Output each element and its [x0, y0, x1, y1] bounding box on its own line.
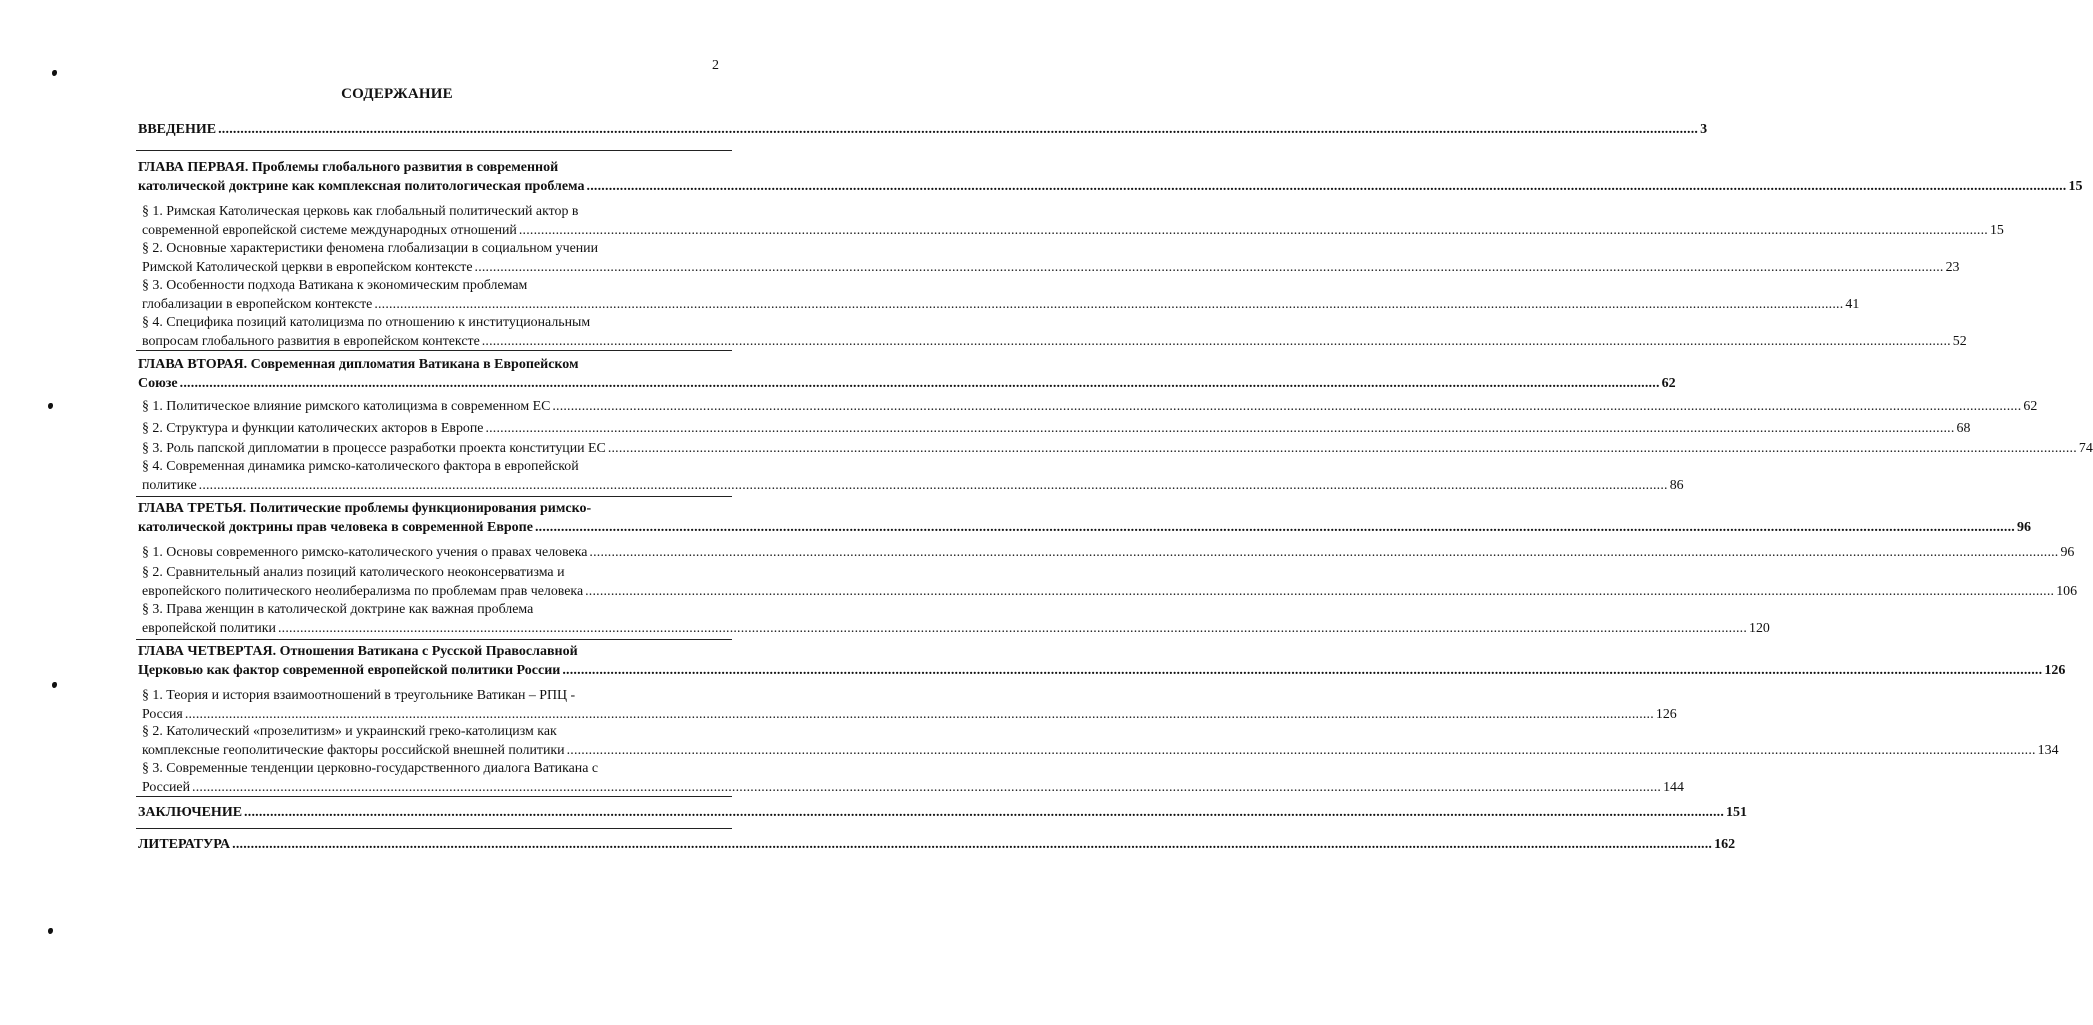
toc-entry-line: Союзе — [138, 375, 178, 391]
toc-entry — [142, 277, 1860, 314]
toc-page-number: 96 — [2016, 519, 2031, 535]
toc-entry — [138, 356, 1676, 393]
toc-entry — [138, 643, 2066, 680]
toc-entry-last-line — [138, 375, 1676, 394]
toc-entry-line: Россия — [142, 706, 183, 722]
toc-entry — [138, 836, 1736, 855]
toc-entry — [138, 804, 1748, 823]
toc-entry-last-line — [142, 742, 2059, 761]
toc-entry-line: католической доктрине как комплексная политологическая проблема — [138, 178, 585, 194]
dot-leader: ................................................................................................................................................................................................................................................................................................................................................................................................................ — [374, 296, 1844, 312]
dot-leader: ................................................................................................................................................................................................................................................................................................................................................................................................................ — [277, 620, 1748, 636]
toc-entry-line: § 3. Права женщин в католической доктрине как важная проблема — [142, 602, 534, 617]
toc-page-number: 3 — [1700, 122, 1708, 137]
page-number: 2 — [712, 58, 719, 73]
toc-entry-line: § 2. Католический «прозелитизм» и украинский греко-католицизм как — [142, 724, 557, 739]
toc-entry — [142, 601, 1770, 638]
toc-entry — [142, 760, 1684, 797]
toc-page-number: 41 — [1845, 296, 1860, 312]
dot-leader: ................................................................................................................................................................................................................................................................................................................................................................................................................ — [607, 441, 2077, 456]
dot-leader: ................................................................................................................................................................................................................................................................................................................................................................................................................ — [566, 742, 2036, 758]
toc-page-number: 96 — [2060, 545, 2075, 560]
scan-speck — [48, 928, 53, 934]
toc-entry-line: Римской Католической церкви в европейском контексте — [142, 259, 473, 275]
toc-entry-last-line — [142, 544, 2075, 563]
toc-title: СОДЕРЖАНИЕ — [341, 86, 453, 102]
toc-page-number: 52 — [1952, 333, 1967, 349]
rule-top — [136, 150, 732, 151]
toc-entry-line: ГЛАВА ВТОРАЯ. Современная дипломатия Ватикана в Европейском — [138, 357, 579, 372]
toc-entry-last-line — [142, 420, 1971, 439]
toc-entry-last-line — [138, 836, 1736, 855]
toc-entry — [138, 500, 2031, 537]
toc-entry-line: вопросам глобального развития в европейском контексте — [142, 333, 480, 349]
toc-entry-line: католической доктрины прав человека в современной Европе — [138, 519, 533, 535]
toc-entry-last-line — [142, 779, 1684, 798]
rule-ch3 — [136, 496, 732, 497]
dot-leader: ................................................................................................................................................................................................................................................................................................................................................................................................................ — [485, 421, 1955, 436]
toc-entry-last-line — [142, 333, 1967, 352]
toc-entry — [138, 121, 1708, 140]
toc-entry-last-line — [142, 620, 1770, 639]
toc-entry-line: ГЛАВА ПЕРВАЯ. Проблемы глобального развития в современной — [138, 160, 559, 175]
toc-entry — [142, 314, 1967, 351]
toc-page-number: 162 — [1714, 837, 1736, 852]
toc-entry-last-line — [142, 583, 2078, 602]
dot-leader: ................................................................................................................................................................................................................................................................................................................................................................................................................ — [518, 222, 1988, 238]
toc-page-number: 120 — [1749, 620, 1770, 636]
rule-ch4 — [136, 639, 732, 640]
toc-page-number: 15 — [2068, 178, 2083, 194]
toc-entry — [142, 240, 1960, 277]
dot-leader: ................................................................................................................................................................................................................................................................................................................................................................................................................ — [184, 706, 1654, 722]
toc-entry-line: § 1. Политическое влияние римского католицизма в современном ЕС — [142, 399, 551, 414]
toc-entry-last-line — [138, 804, 1748, 823]
toc-entry — [138, 159, 2083, 196]
toc-entry — [142, 544, 2075, 563]
dot-leader: ................................................................................................................................................................................................................................................................................................................................................................................................................ — [552, 399, 2022, 414]
toc-entry-line: § 2. Основные характеристики феномена глобализации в социальном учении — [142, 241, 599, 256]
dot-leader: ................................................................................................................................................................................................................................................................................................................................................................................................................ — [179, 375, 1660, 391]
toc-page-number: 23 — [1945, 259, 1960, 275]
toc-page-number: 15 — [1989, 222, 2004, 238]
toc-entry — [142, 458, 1684, 495]
toc-entry — [142, 420, 1971, 439]
dot-leader: ................................................................................................................................................................................................................................................................................................................................................................................................................ — [589, 545, 2059, 560]
toc-entry-line: § 1. Римская Католическая церковь как глобальный политический актор в — [142, 204, 579, 219]
toc-entry-line: ЛИТЕРАТУРА — [138, 837, 231, 852]
dot-leader: ................................................................................................................................................................................................................................................................................................................................................................................................................ — [244, 805, 1725, 820]
toc-entry-line: § 4. Специфика позиций католицизма по отношению к институциональным — [142, 315, 591, 330]
toc-entry-last-line — [142, 259, 1960, 278]
toc-entry-line: § 1. Теория и история взаимоотношений в треугольнике Ватикан – РПЦ - — [142, 688, 576, 703]
dot-leader: ................................................................................................................................................................................................................................................................................................................................................................................................................ — [218, 122, 1699, 137]
toc-entry-line: § 4. Современная динамика римско-католического фактора в европейской — [142, 459, 579, 474]
toc-entry-line: глобализации в европейском контексте — [142, 296, 373, 312]
toc-entry — [142, 564, 2078, 601]
toc-page-number: 62 — [1661, 375, 1676, 391]
toc-page-number: 74 — [2078, 441, 2093, 456]
toc-page-number: 126 — [2044, 662, 2066, 678]
dot-leader: ................................................................................................................................................................................................................................................................................................................................................................................................................ — [474, 259, 1944, 275]
toc-entry-line: § 2. Сравнительный анализ позиций католического неоконсерватизма и — [142, 565, 565, 580]
toc-entry-line: европейского политического неолиберализма по проблемам прав человека — [142, 583, 584, 599]
dot-leader: ................................................................................................................................................................................................................................................................................................................................................................................................................ — [562, 662, 2043, 678]
rule-literature — [136, 828, 732, 829]
toc-entry-last-line — [138, 178, 2083, 197]
toc-entry-last-line — [142, 440, 2093, 459]
toc-entry-line: ВВЕДЕНИЕ — [138, 122, 217, 137]
toc-entry-last-line — [138, 121, 1708, 140]
toc-entry-last-line — [138, 662, 2066, 681]
toc-entry-line: европейской политики — [142, 620, 276, 636]
toc-entry-line: Церковью как фактор современной европейской политики России — [138, 662, 561, 678]
toc-page-number: 68 — [1956, 421, 1971, 436]
dot-leader: ................................................................................................................................................................................................................................................................................................................................................................................................................ — [232, 837, 1713, 852]
toc-entry — [142, 723, 2059, 760]
toc-entry-line: § 2. Структура и функции католических акторов в Европе — [142, 421, 484, 436]
toc-entry-last-line — [142, 706, 1677, 725]
dot-leader: ................................................................................................................................................................................................................................................................................................................................................................................................................ — [534, 519, 2015, 535]
toc-entry-last-line — [142, 477, 1684, 496]
toc-page-number: 134 — [2037, 742, 2059, 758]
dot-leader: ................................................................................................................................................................................................................................................................................................................................................................................................................ — [481, 333, 1951, 349]
dot-leader: ................................................................................................................................................................................................................................................................................................................................................................................................................ — [192, 779, 1662, 795]
toc-page-number: 126 — [1655, 706, 1677, 722]
scan-speck — [52, 70, 57, 76]
scan-speck — [52, 682, 57, 688]
toc-entry — [142, 440, 2093, 459]
toc-entry-line: политике — [142, 477, 197, 493]
toc-entry-line: комплексные геополитические факторы российской внешней политики — [142, 742, 565, 758]
toc-entry — [142, 398, 2038, 417]
toc-entry-line: Россией — [142, 779, 191, 795]
toc-entry — [142, 203, 2004, 240]
toc-entry-last-line — [142, 398, 2038, 417]
toc-entry-last-line — [142, 222, 2004, 241]
dot-leader: ................................................................................................................................................................................................................................................................................................................................................................................................................ — [586, 178, 2067, 194]
toc-entry-line: ГЛАВА ТРЕТЬЯ. Политические проблемы функционирования римско- — [138, 501, 592, 516]
toc-entry-line: § 1. Основы современного римско-католического учения о правах человека — [142, 545, 588, 560]
toc-entry-line: § 3. Роль папской дипломатии в процессе разработки проекта конституции ЕС — [142, 441, 606, 456]
toc-page-number: 86 — [1669, 477, 1684, 493]
toc-entry-line: ЗАКЛЮЧЕНИЕ — [138, 805, 243, 820]
toc-entry-line: § 3. Современные тенденции церковно-государственного диалога Ватикана с — [142, 761, 599, 776]
toc-page-number: 106 — [2056, 583, 2078, 599]
toc-entry-last-line — [138, 519, 2031, 538]
toc-entry-last-line — [142, 296, 1860, 315]
toc-entry-line: § 3. Особенности подхода Ватикана к экономическим проблемам — [142, 278, 528, 293]
toc-page-number: 62 — [2023, 399, 2038, 414]
toc-page-number: 151 — [1726, 805, 1748, 820]
dot-leader: ................................................................................................................................................................................................................................................................................................................................................................................................................ — [198, 477, 1668, 493]
toc-entry-line: ГЛАВА ЧЕТВЕРТАЯ. Отношения Ватикана с Русской Православной — [138, 644, 578, 659]
toc-entry — [142, 687, 1677, 724]
toc-entry-line: современной европейской системе международных отношений — [142, 222, 517, 238]
toc-page-number: 144 — [1663, 779, 1684, 795]
scan-speck — [48, 403, 53, 409]
dot-leader: ................................................................................................................................................................................................................................................................................................................................................................................................................ — [585, 583, 2055, 599]
